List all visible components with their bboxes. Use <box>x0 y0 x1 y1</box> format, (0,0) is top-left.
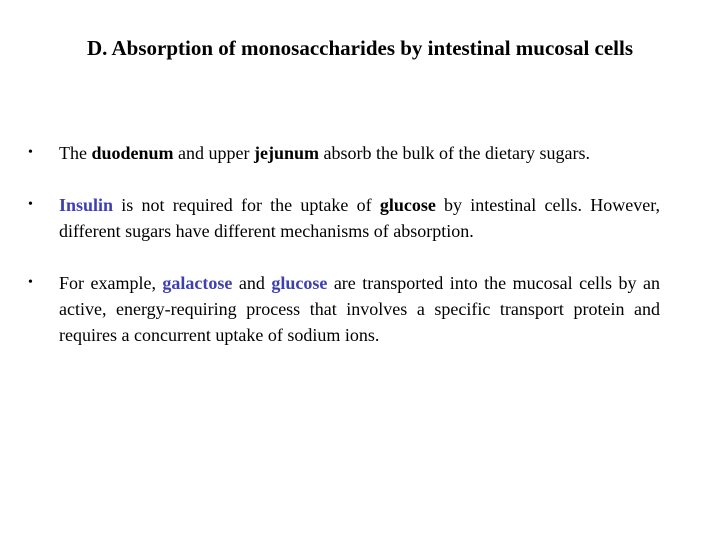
text-run: For example, <box>59 273 163 293</box>
text-run: by intestinal cells. However, different sugars have different mechanisms of absorption. <box>59 195 660 241</box>
bullet-dot-icon: • <box>28 145 33 160</box>
bullet-text <box>59 273 660 345</box>
bullet-list <box>28 140 668 348</box>
text-run: is not required for the uptake of <box>113 195 380 215</box>
slide-title: D. Absorption of monosaccharides by intestinal mucosal cells <box>86 36 634 60</box>
bullet-text <box>59 195 660 241</box>
text-run: The <box>59 143 92 163</box>
text-run: and upper <box>173 143 255 163</box>
keyword-glucose: glucose <box>379 195 436 215</box>
keyword-duodenum: duodenum <box>91 143 174 163</box>
text-run: absorb the bulk of the dietary sugars. <box>319 143 590 163</box>
bullet-item <box>28 192 660 244</box>
bullet-item <box>28 140 660 166</box>
keyword-galactose: galactose <box>162 273 233 293</box>
bullet-text <box>59 143 590 163</box>
text-run: are transported into the mucosal cells by an active, energy-requiring process that involves a specific transport protein and requires a concurrent uptake of sodium ions. <box>59 273 660 345</box>
bullet-dot-icon: • <box>28 275 33 290</box>
bullet-item <box>28 270 660 348</box>
keyword-glucose: glucose <box>271 273 328 293</box>
keyword-jejunum: jejunum <box>254 143 320 163</box>
text-run: and <box>232 273 272 293</box>
keyword-insulin: Insulin <box>59 195 114 215</box>
bullet-dot-icon: • <box>28 197 33 212</box>
